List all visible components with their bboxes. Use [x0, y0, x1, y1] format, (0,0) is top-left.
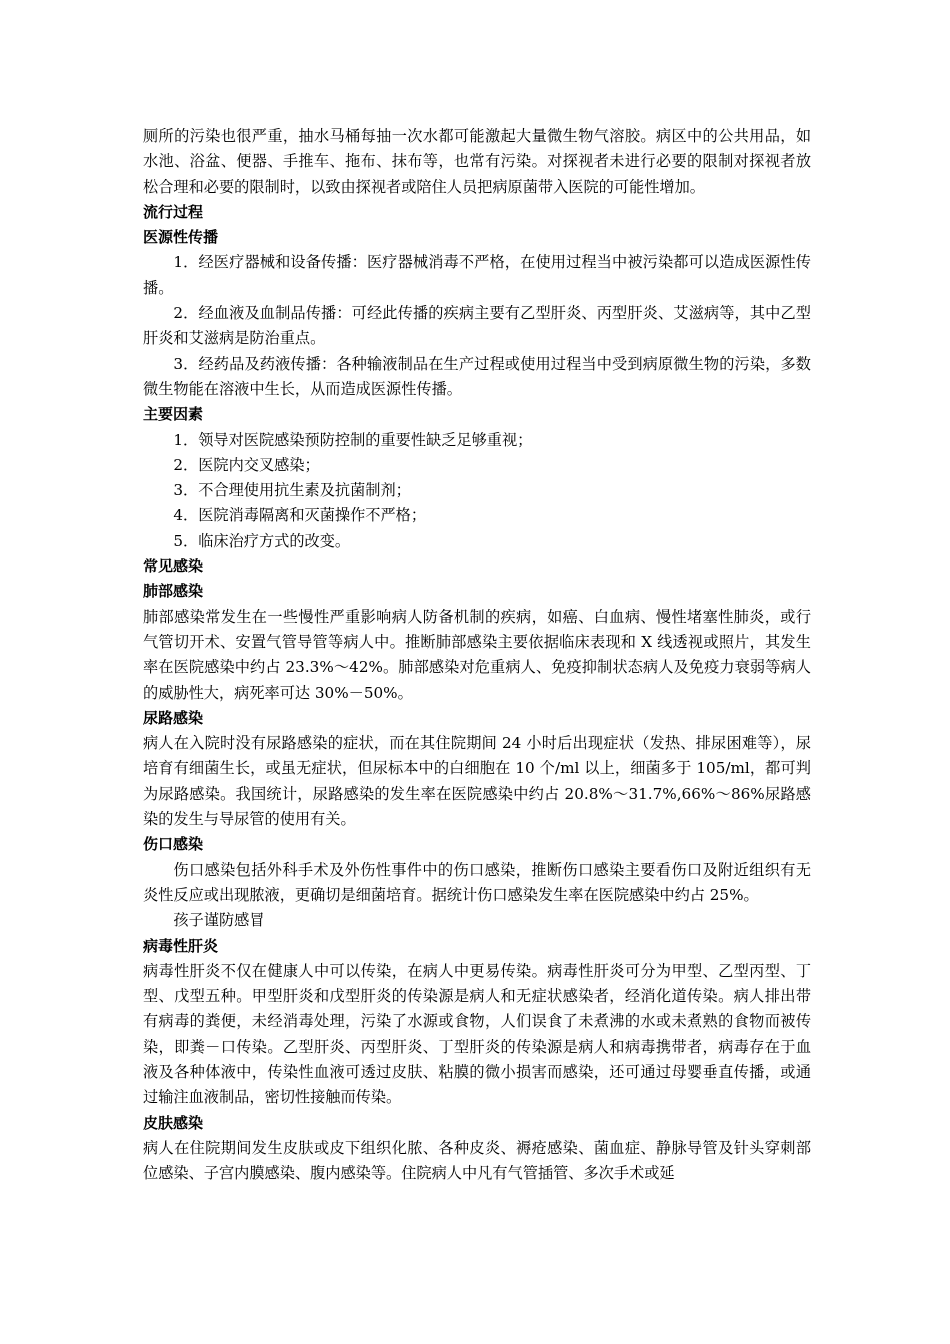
list-item: 4．医院消毒隔离和灭菌操作不严格； — [173, 506, 427, 525]
heading-liuxing: 流行过程 — [143, 202, 204, 221]
heading-ganyan: 病毒性肝炎 — [143, 936, 219, 955]
heading-shangkou: 伤口感染 — [143, 835, 204, 854]
paragraph-niaolu: 病人在入院时没有尿路感染的症状，而在其住院期间 24 小时后出现症状（发热、排尿困难等），尿培育有细菌生长，或虽无症状，但尿标本中的白细胞在 10 个/ml 以上，细菌多于 105/ml，都可判为尿路感染。我国统计，尿路感染的发生率在医院感染中约占 20.8%～31.7%,66%～86%尿路感染的发生与导尿管的使用有关。 — [143, 734, 811, 829]
paragraph-haizi: 孩子谨防感冒 — [173, 911, 265, 930]
heading-yinsu: 主要因素 — [143, 405, 204, 424]
heading-pifu: 皮肤感染 — [143, 1113, 204, 1132]
list-item: 3．经药品及药液传播：各种输液制品在生产过程或使用过程当中受到病原微生物的污染，多数微生物能在溶液中生长，从而造成医源性传播。 — [143, 354, 811, 398]
document-page — [143, 124, 811, 1186]
heading-feibu: 肺部感染 — [143, 582, 204, 601]
list-item: 1．领导对医院感染预防控制的重要性缺乏足够重视； — [173, 430, 533, 449]
paragraph-feibu: 肺部感染常发生在一些慢性严重影响病人防备机制的疾病，如癌、白血病、慢性堵塞性肺炎，或行气管切开术、安置气管导管等病人中。推断肺部感染主要依据临床表现和 X 线透视或照片，其发生率在医院感染中约占 23.3%～42%。肺部感染对危重病人、免疫抑制状态病人及免疫力衰弱等病人的威胁性大，病死率可达 30%－50%。 — [143, 607, 811, 702]
list-item: 2．经血液及血制品传播：可经此传播的疾病主要有乙型肝炎、丙型肝炎、艾滋病等，其中乙型肝炎和艾滋病是防治重点。 — [143, 304, 811, 348]
heading-yuanxing: 医源性传播 — [143, 228, 219, 247]
heading-niaolu: 尿路感染 — [143, 708, 204, 727]
heading-changjian: 常见感染 — [143, 557, 204, 576]
paragraph-ganyan: 病毒性肝炎不仅在健康人中可以传染，在病人中更易传染。病毒性肝炎可分为甲型、乙型丙型、丁型、戊型五种。甲型肝炎和戊型肝炎的传染源是病人和无症状感染者，经消化道传染。病人排出带有病毒的粪便，未经消毒处理，污染了水源或食物，人们误食了未煮沸的水或未煮熟的食物而被传染，即粪－口传染。乙型肝炎、丙型肝炎、丁型肝炎的传染源是病人和病毒携带者，病毒存在于血液及各种体液中，传染性血液可透过皮肤、粘膜的微小损害而感染，还可通过母婴垂直传播，或通过输注血液制品，密切性接触而传染。 — [143, 961, 811, 1107]
list-item: 3．不合理使用抗生素及抗菌制剂； — [173, 481, 411, 500]
paragraph-shangkou: 伤口感染包括外科手术及外伤性事件中的伤口感染，推断伤口感染主要看伤口及附近组织有无炎性反应或出现脓液，更确切是细菌培育。据统计伤口感染发生率在医院感染中约占 25%。 — [143, 860, 811, 904]
paragraph-pifu: 病人在住院期间发生皮肤或皮下组织化脓、各种皮炎、褥疮感染、菌血症、静脉导管及针头穿刺部位感染、子宫内膜感染、腹内感染等。住院病人中凡有气管插管、多次手术或延 — [143, 1138, 811, 1183]
list-item: 5．临床治疗方式的改变。 — [173, 531, 351, 550]
list-item: 2．医院内交叉感染； — [173, 455, 320, 474]
list-item: 1．经医疗器械和设备传播：医疗器械消毒不严格，在使用过程当中被污染都可以造成医源性传播。 — [143, 253, 811, 297]
paragraph-intro: 厕所的污染也很严重，抽水马桶每抽一次水都可能激起大量微生物气溶胶。病区中的公共用品，如水池、浴盆、便器、手推车、拖布、抹布等，也常有污染。对探视者未进行必要的限制对探视者放松合理和必要的限制时，以致由探视者或陪住人员把病原菌带入医院的可能性增加。 — [143, 127, 811, 196]
